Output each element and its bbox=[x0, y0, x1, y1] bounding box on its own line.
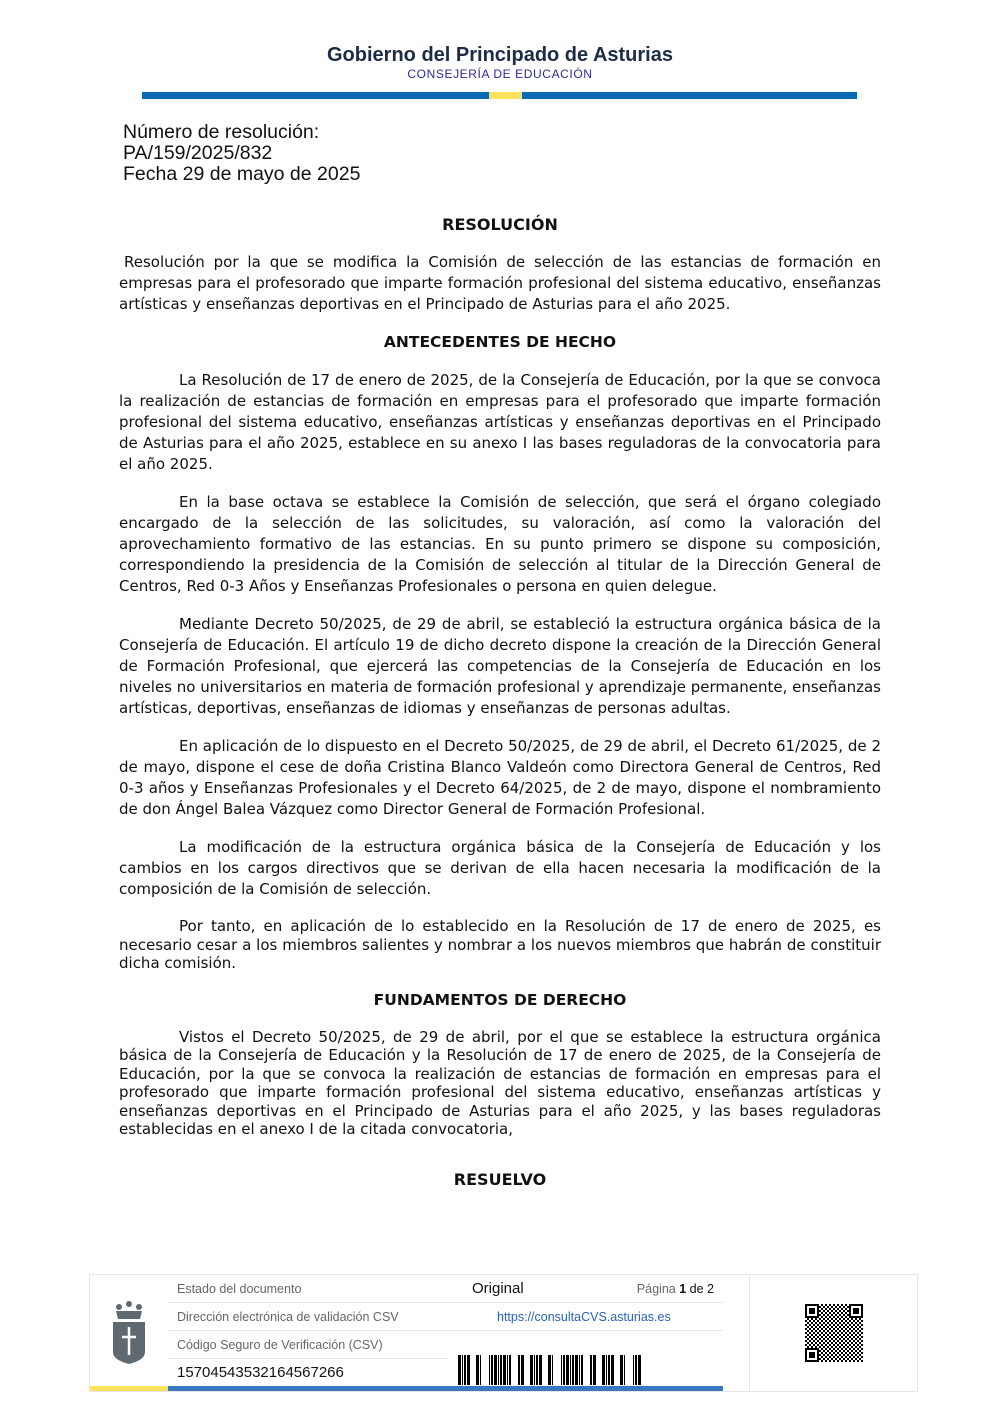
header-subtitle: CONSEJERÍA DE EDUCACIÓN bbox=[407, 67, 593, 81]
antecedentes-paragraph: La modificación de la estructura orgánica básica de la Consejería de Educación y los cambios en los cargos directivos que se derivan de ella hacen necesaria la modificación de la composición de la Comisión de selección. bbox=[119, 838, 881, 898]
barcode-icon bbox=[458, 1355, 642, 1385]
antecedentes-heading: ANTECEDENTES DE HECHO bbox=[383, 333, 617, 351]
qr-code-icon bbox=[805, 1304, 863, 1362]
antecedentes-paragraph: Mediante Decreto 50/2025, de 29 de abril, se estableció la estructura orgánica básica de la Consejería de Educación. El artículo 19 de dicho decreto dispone la creación de la Dirección General de Formación Profesional, que ejercerá las competencias de la Consejería de Educación en los niveles no universitarios en materia de formación profesional y aprendizaje permanente, enseñanzas artísticas, deportivas, enseñanzas de idiomas y enseñanzas de personas adultas. bbox=[119, 615, 881, 717]
fundamentos-heading: FUNDAMENTOS DE DERECHO bbox=[373, 990, 627, 1009]
antecedentes-paragraph: En aplicación de lo dispuesto en el Decreto 50/2025, de 29 de abril, el Decreto 61/2025, de 2 de mayo, dispone el cese de doña Cristina Blanco Valdeón como Directora General de Centros, Red 0-3 años y Enseñanzas Profesionales y el Decreto 64/2025, de 2 de mayo, dispone el nombramiento de don Ángel Balea Vázquez como Director General de Formación Profesional. bbox=[119, 737, 881, 818]
estado-label: Estado del documento bbox=[177, 1282, 302, 1296]
page-indicator: Página 1 de 2 bbox=[636, 1282, 714, 1296]
resolution-date: Fecha 29 de mayo de 2025 bbox=[123, 163, 361, 185]
verification-footer bbox=[89, 1274, 918, 1392]
antecedentes-paragraph: Por tanto, en aplicación de lo establecido en la Resolución de 17 de enero de 2025, es necesario cesar a los miembros salientes y nombrar a los nuevos miembros que habrán de constituir dicha comisión. bbox=[119, 917, 881, 972]
document-title: RESOLUCIÓN bbox=[442, 215, 558, 234]
intro-paragraph: Resolución por la que se modifica la Comisión de selección de las estancias de formación en empresas para el profesorado que imparte formación profesional del sistema educativo, enseñanzas artísticas y enseñanzas deportivas en el Principado de Asturias para el año 2025. bbox=[119, 253, 881, 313]
antecedentes-paragraph: La Resolución de 17 de enero de 2025, de la Consejería de Educación, por la que se convoca la realización de estancias de formación en empresas para el profesorado que imparte formación profesional del sistema educativo, enseñanzas artísticas y enseñanzas deportivas en el Principado de Asturias para el año 2025, establece en su anexo I las bases reguladoras de la convocatoria para el año 2025. bbox=[119, 371, 881, 473]
antecedentes-paragraph: En la base octava se establece la Comisión de selección, que será el órgano colegiado encargado de la selección de las solicitudes, su valoración, así como la valoración del aprovechamiento formativo de las estancias. En su punto primero se dispone su composición, correspondiendo la presidencia de la Comisión de selección al titular de la Dirección General de Centros, Red 0-3 Años y Enseñanzas Profesionales o persona en quien delegue. bbox=[119, 493, 881, 595]
resolution-meta bbox=[123, 122, 360, 185]
header-title: Gobierno del Principado de Asturias bbox=[327, 44, 673, 66]
resolution-number: PA/159/2025/832 bbox=[123, 142, 273, 164]
number-label: Número de resolución: bbox=[123, 121, 320, 143]
estado-value: Original bbox=[472, 1280, 524, 1297]
coat-of-arms-icon bbox=[90, 1275, 168, 1387]
resuelvo-heading: RESUELVO bbox=[453, 1169, 547, 1189]
fundamentos-paragraph: Vistos el Decreto 50/2025, de 29 de abril, por el que se establece la estructura orgánica básica de la Consejería de Educación y la Resolución de 17 de enero de 2025, de la Consejería de Educación, por la que se convoca la realización de estancias de formación en empresas para el profesorado que imparte formación profesional del sistema educativo, enseñanzas artísticas y enseñanzas deportivas en el Principado de Asturias para el año 2025, y las bases reguladoras establecidas en el anexo I de la citada convocatoria, bbox=[119, 1027, 881, 1138]
header-bar bbox=[142, 92, 857, 99]
csv-code: 15704543532164567266 bbox=[177, 1364, 344, 1381]
document-body bbox=[119, 214, 881, 1207]
validation-link[interactable]: https://consultaCVS.asturias.es bbox=[497, 1310, 671, 1324]
csv-label: Código Seguro de Verificación (CSV) bbox=[177, 1338, 383, 1352]
direccion-label: Dirección electrónica de validación CSV bbox=[177, 1310, 399, 1324]
